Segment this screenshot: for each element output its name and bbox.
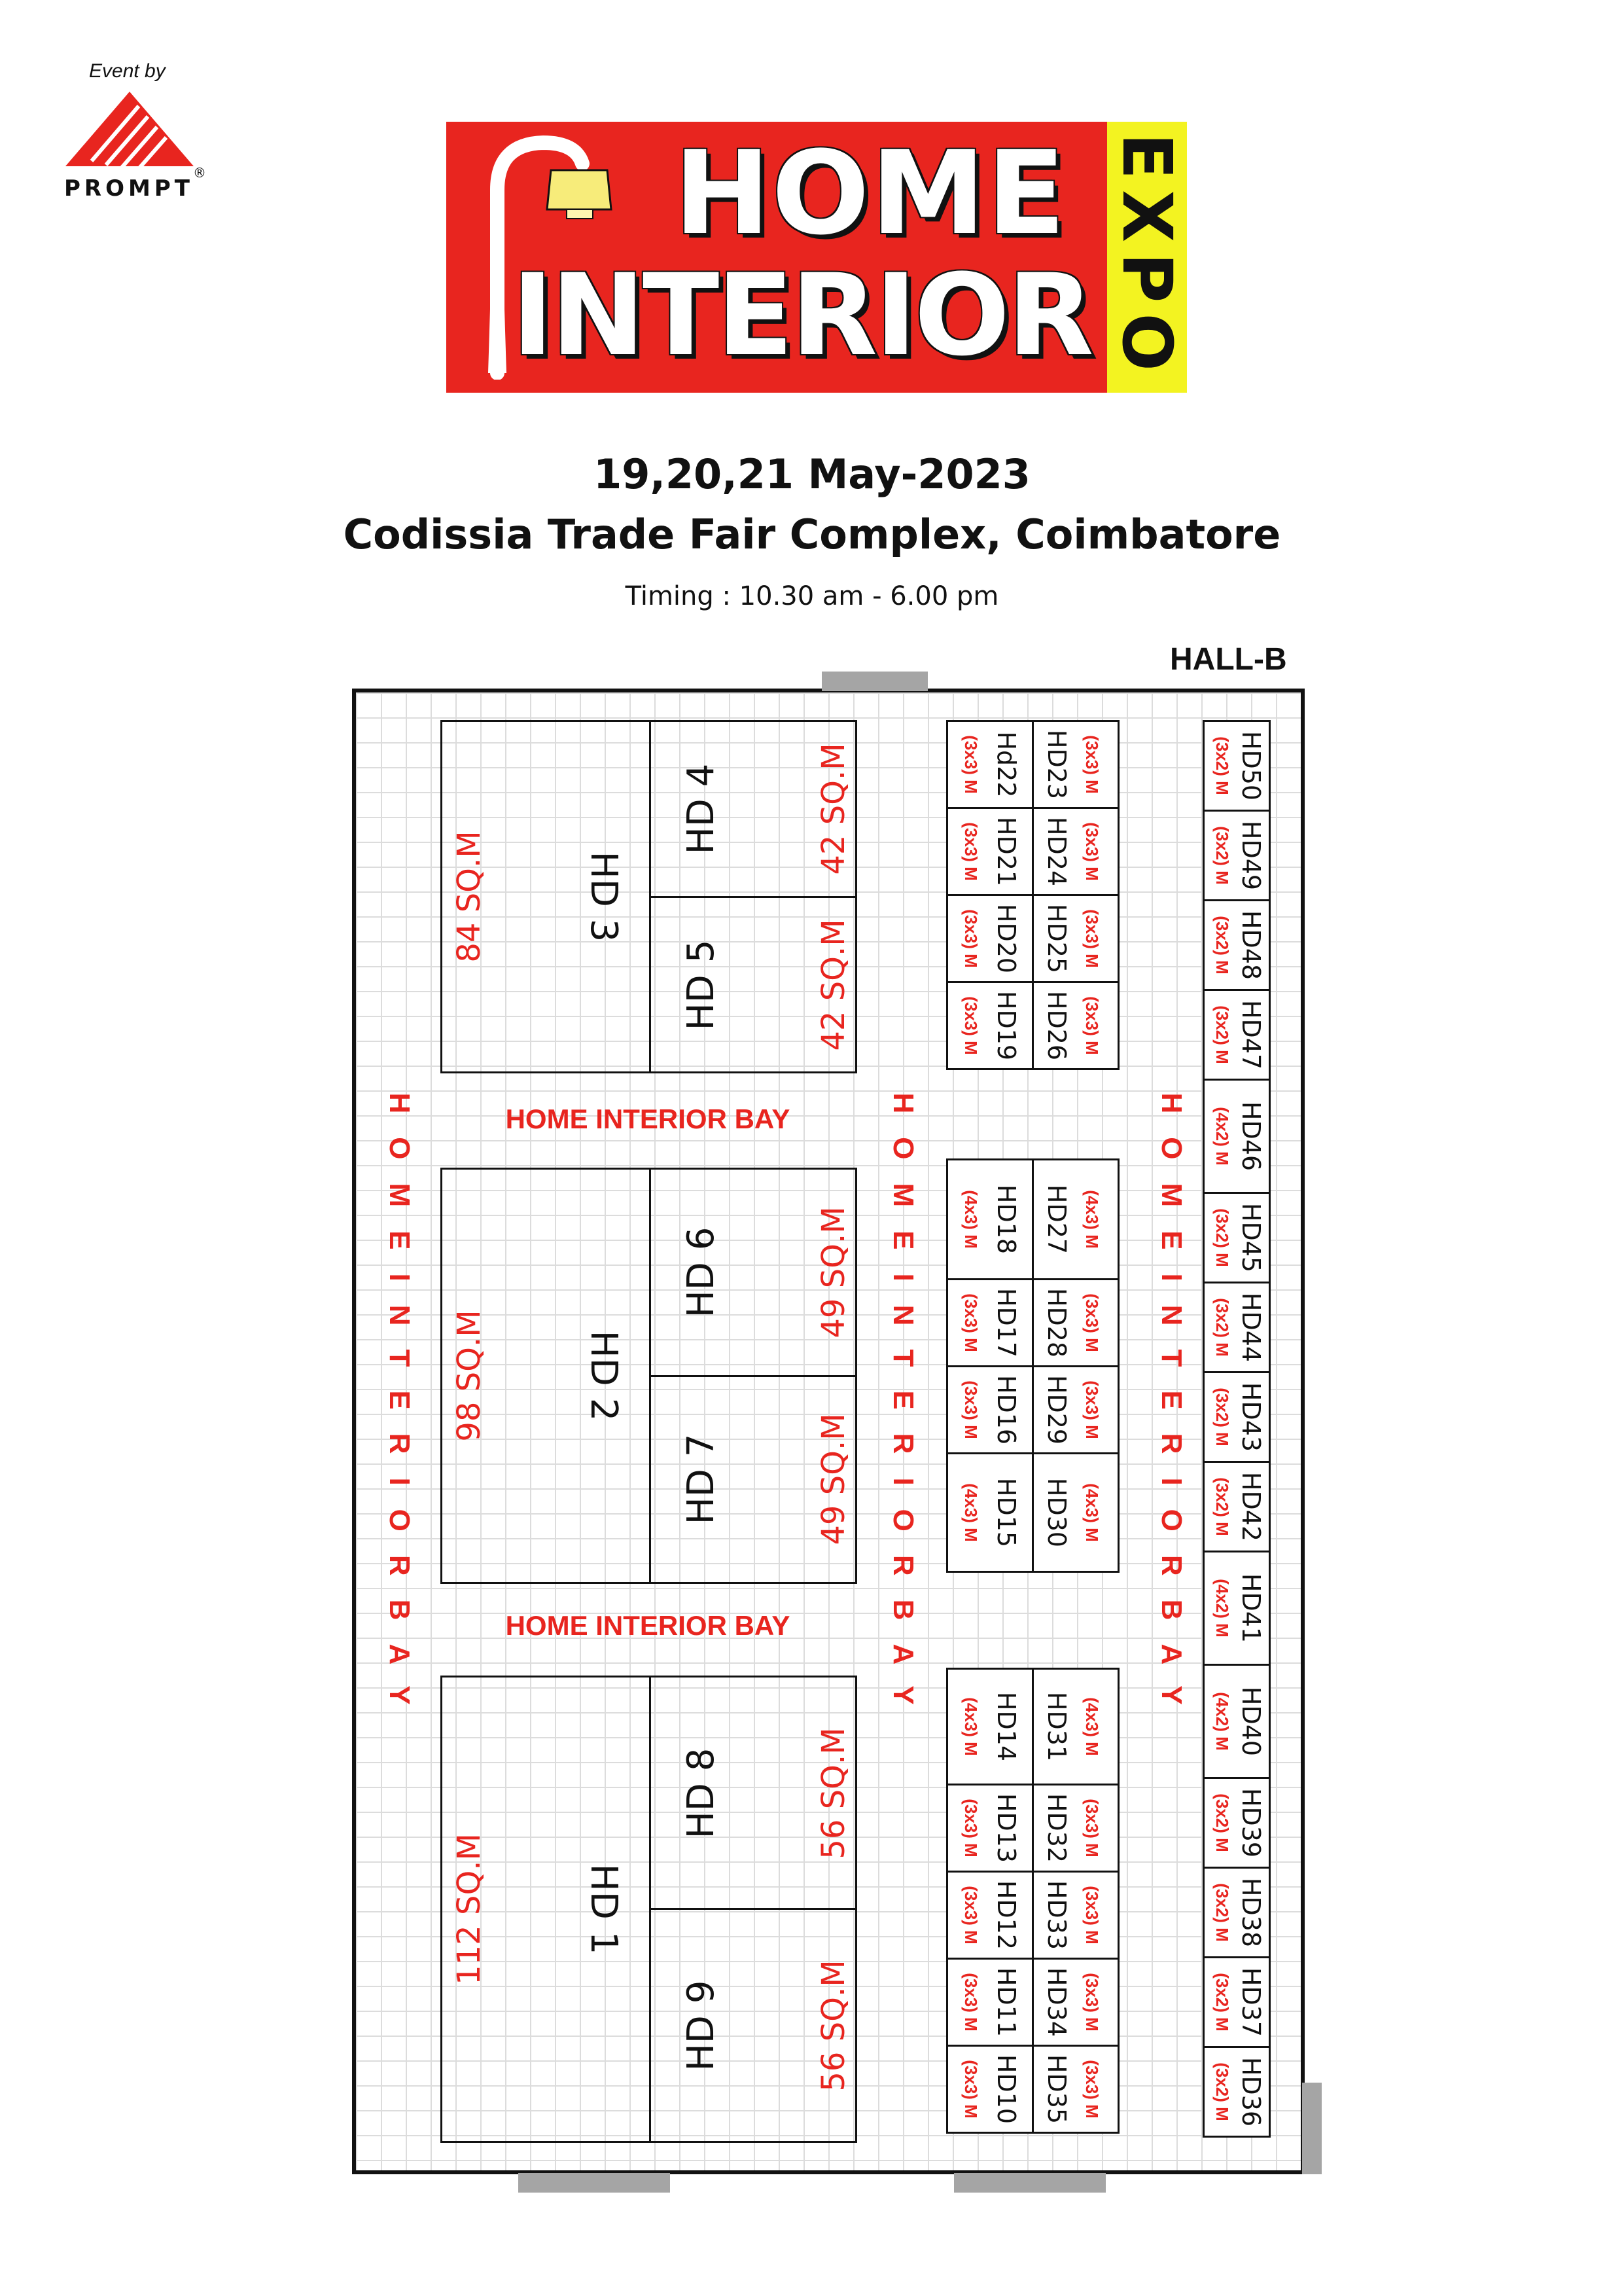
stall-area: 98 SQ.M: [451, 1310, 487, 1442]
stall-id: HD 2: [582, 1330, 625, 1422]
stall-area: 49 SQ.M: [815, 1413, 852, 1545]
event-timing: Timing : 10.30 am - 6.00 pm: [625, 581, 999, 611]
organizer-name: PROMPT: [64, 175, 194, 202]
stall-dimension: (4x3) M: [961, 1483, 981, 1542]
stall-id: HD 7: [680, 1433, 722, 1525]
registered-mark: ®: [193, 165, 206, 181]
stall-id: HD43: [1237, 1382, 1265, 1452]
stall-id: HD 1: [582, 1863, 625, 1955]
aisle-label-right: HOMEINTERIORBAY: [1156, 1092, 1188, 1729]
stall-id: HD21: [992, 816, 1021, 887]
stall-dimension: (3x2) M: [1212, 1005, 1232, 1064]
stall-id: HD19: [992, 990, 1021, 1061]
stall-dimension: (3x3) M: [1082, 1886, 1102, 1945]
stall-id: HD 4: [680, 763, 722, 855]
event-date: 19,20,21 May-2023: [593, 450, 1031, 498]
stall-dimension: (3x2) M: [1212, 1208, 1232, 1267]
stall-dimension: (3x2) M: [1212, 916, 1232, 975]
stall-dimension: (3x2) M: [1212, 1388, 1232, 1446]
stall-id: HD11: [992, 1967, 1021, 2037]
stall-id: HD 9: [680, 1980, 722, 2072]
stall-id: HD14: [992, 1691, 1021, 1762]
stall-dimension: (3x3) M: [961, 1886, 981, 1945]
bay-label-lower: HOME INTERIOR BAY: [505, 1610, 790, 1641]
stall-id: HD39: [1237, 1787, 1265, 1858]
stall-id: HD17: [992, 1287, 1021, 1358]
stall-dimension: (3x2) M: [1212, 1477, 1232, 1536]
door-bottom-right: [954, 2173, 1106, 2193]
stall-id: HD 8: [680, 1748, 722, 1839]
stall-dimension: (3x3) M: [961, 1799, 981, 1857]
event-by-label: Event by: [89, 60, 166, 82]
bay-label-upper: HOME INTERIOR BAY: [505, 1103, 790, 1134]
stall-id: HD50: [1237, 730, 1265, 801]
stall-area: 49 SQ.M: [815, 1206, 852, 1338]
event-venue: Codissia Trade Fair Complex, Coimbatore: [343, 511, 1281, 558]
stall-dimension: (3x3) M: [961, 735, 981, 794]
prompt-logo-icon: [65, 92, 194, 169]
stall-id: HD40: [1237, 1686, 1265, 1757]
stall-area: 42 SQ.M: [815, 743, 852, 875]
stall-dimension: (3x3) M: [961, 822, 981, 881]
stall-id: HD38: [1237, 1877, 1265, 1948]
stall-area: 56 SQ.M: [815, 1727, 852, 1859]
stall-area: 112 SQ.M: [451, 1833, 487, 1985]
stall-id: Hd22: [992, 731, 1021, 798]
stall-id: HD46: [1237, 1101, 1265, 1172]
stall-dimension: (3x3) M: [961, 1380, 981, 1439]
aisle-label-left: HOMEINTERIORBAY: [383, 1092, 415, 1729]
brand-home: HOME: [674, 126, 1067, 260]
stall-dimension: (3x3) M: [961, 996, 981, 1055]
stall-dimension: (3x3) M: [1082, 1973, 1102, 2032]
stall-dimension: (3x2) M: [1212, 1298, 1232, 1357]
stall-id: HD48: [1237, 910, 1265, 980]
stall-id: HD36: [1237, 2056, 1265, 2127]
stall-dimension: (3x3) M: [1082, 735, 1102, 794]
stall-id: HD18: [992, 1184, 1021, 1255]
stall-dimension: (4x3) M: [1082, 1190, 1102, 1249]
stall-id: HD26: [1042, 990, 1071, 1061]
stall-dimension: (4x2) M: [1212, 1692, 1232, 1751]
stall-id: HD23: [1042, 729, 1071, 800]
stall-dimension: (3x3) M: [961, 1293, 981, 1352]
stall-dimension: (4x3) M: [961, 1697, 981, 1756]
stall-area: 84 SQ.M: [451, 831, 487, 963]
stall-dimension: (4x2) M: [1212, 1579, 1232, 1638]
stall-id: HD33: [1042, 1880, 1071, 1950]
stall-id: HD34: [1042, 1967, 1071, 2037]
stall-id: HD27: [1042, 1184, 1071, 1255]
stall-id: HD44: [1237, 1292, 1265, 1363]
stall-id: HD32: [1042, 1793, 1071, 1863]
stall-dimension: (3x3) M: [1082, 1799, 1102, 1857]
door-bottom-left: [518, 2173, 670, 2193]
stall-id: HD35: [1042, 2054, 1071, 2125]
stall-id: HD42: [1237, 1471, 1265, 1542]
stall-dimension: (3x3) M: [1082, 1293, 1102, 1352]
stall-id: HD10: [992, 2054, 1021, 2125]
stall-dimension: (3x3) M: [1082, 2060, 1102, 2119]
stall-dimension: (3x2) M: [1212, 826, 1232, 885]
stall-dimension: (3x2) M: [1212, 1793, 1232, 1852]
stall-dimension: (3x3) M: [961, 2060, 981, 2119]
stall-id: HD49: [1237, 820, 1265, 891]
stall-dimension: (3x2) M: [1212, 1883, 1232, 1942]
stall-dimension: (3x3) M: [1082, 822, 1102, 881]
stall-id: HD 6: [680, 1227, 722, 1318]
stall-dimension: (4x3) M: [961, 1190, 981, 1249]
stall-dimension: (3x3) M: [961, 909, 981, 968]
stall-dimension: (3x2) M: [1212, 1973, 1232, 2032]
stall-dimension: (4x3) M: [1082, 1697, 1102, 1756]
stall-dimension: (4x2) M: [1212, 1107, 1232, 1166]
stall-dimension: (3x3) M: [1082, 996, 1102, 1055]
stall-id: HD29: [1042, 1374, 1071, 1445]
stall-id: HD 5: [680, 939, 722, 1031]
stall-id: HD31: [1042, 1691, 1071, 1762]
aisle-label-middle: HOMEINTERIORBAY: [887, 1092, 919, 1729]
stall-area: 56 SQ.M: [815, 1960, 852, 2092]
stall-id: HD 3: [582, 851, 625, 942]
expo-label: EXPO: [1107, 133, 1187, 382]
stall-id: HD30: [1042, 1477, 1071, 1548]
stall-dimension: (3x2) M: [1212, 2062, 1232, 2121]
door-top: [822, 672, 928, 691]
stall-id: HD13: [992, 1793, 1021, 1863]
hall-name: HALL-B: [1170, 642, 1287, 677]
door-right: [1302, 2083, 1322, 2174]
stall-id: HD37: [1237, 1967, 1265, 2037]
stall-dimension: (3x3) M: [1082, 909, 1102, 968]
stall-id: HD41: [1237, 1573, 1265, 1643]
stall-id: HD20: [992, 903, 1021, 974]
stall-area: 42 SQ.M: [815, 919, 852, 1051]
stall-dimension: (3x3) M: [1082, 1380, 1102, 1439]
brand-interior: INTERIOR: [512, 249, 1091, 381]
stall-id: HD25: [1042, 903, 1071, 974]
stall-id: HD24: [1042, 816, 1071, 887]
stall-id: HD12: [992, 1880, 1021, 1950]
stall-id: HD15: [992, 1477, 1021, 1548]
stall-id: HD16: [992, 1374, 1021, 1445]
stall-id: HD28: [1042, 1287, 1071, 1358]
stall-id: HD45: [1237, 1202, 1265, 1273]
stall-dimension: (3x3) M: [961, 1973, 981, 2032]
stall-dimension: (3x2) M: [1212, 736, 1232, 795]
stall-id: HD47: [1237, 999, 1265, 1070]
stall-dimension: (4x3) M: [1082, 1483, 1102, 1542]
